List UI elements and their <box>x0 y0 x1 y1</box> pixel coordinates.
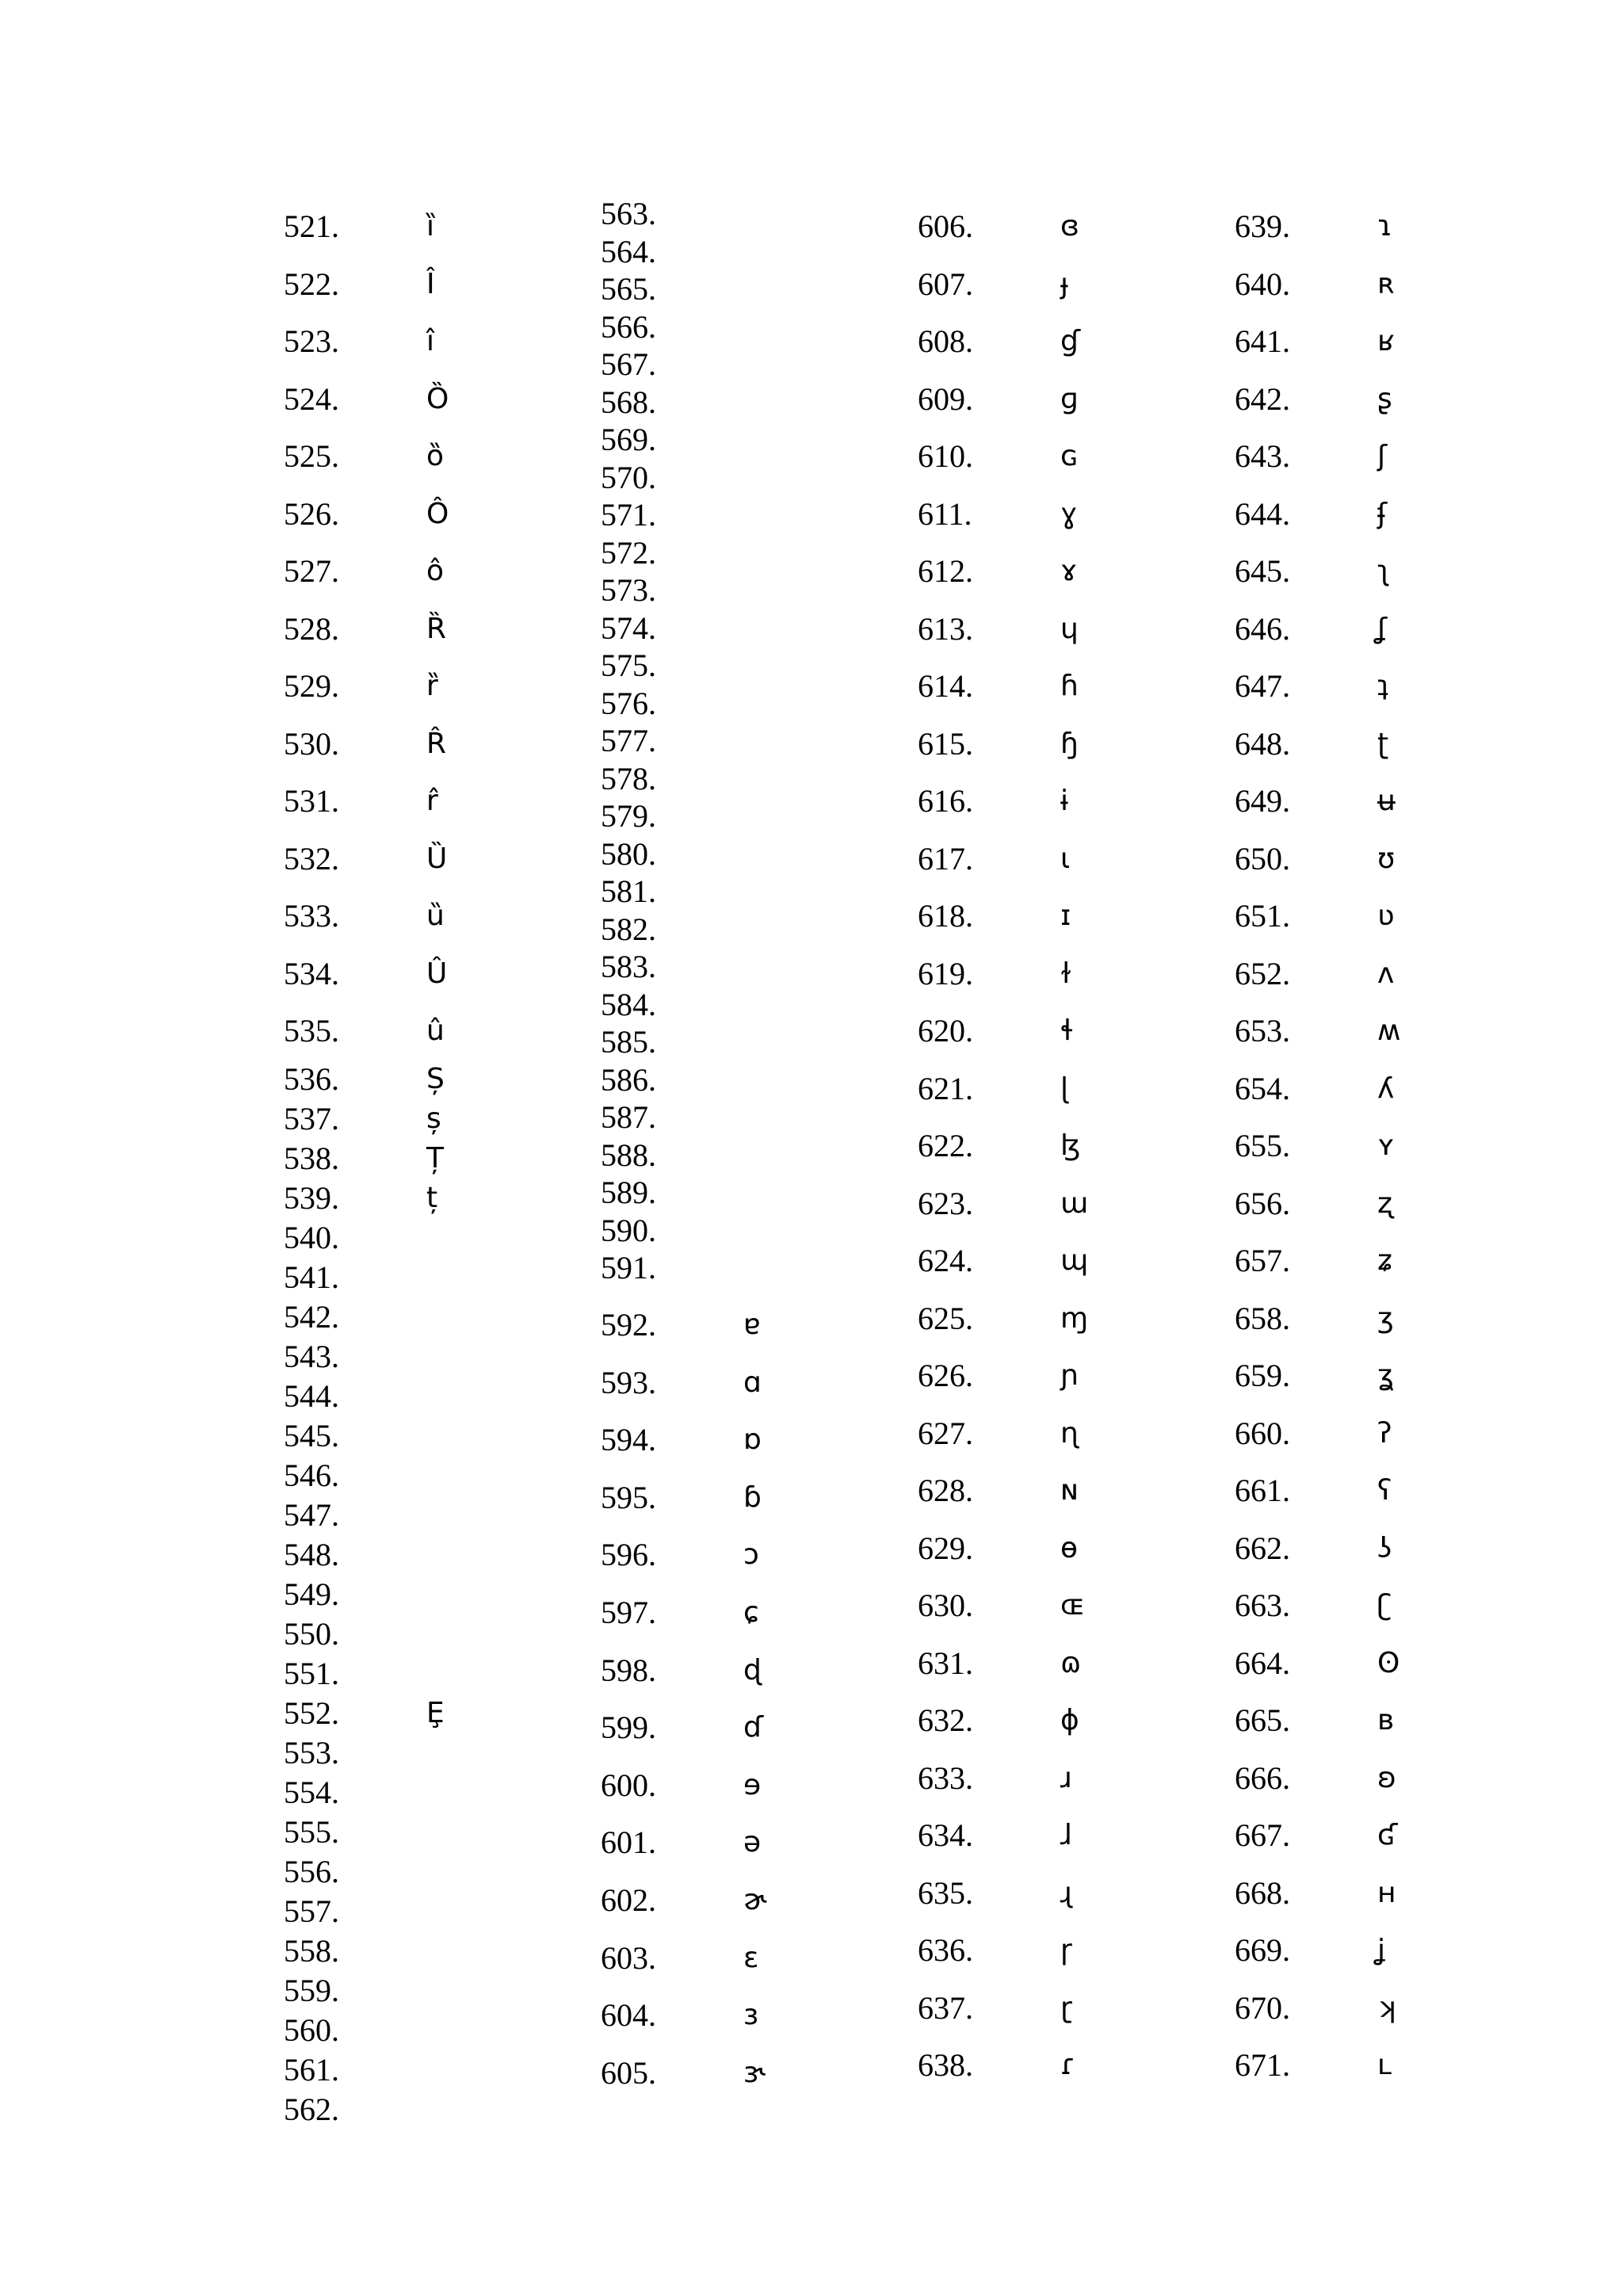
entry-glyph: ɡ <box>1060 382 1079 415</box>
entry-glyph: Ȩ <box>426 1697 445 1729</box>
entry-number: 597. <box>601 1595 656 1630</box>
entry-glyph: ʆ <box>1377 612 1388 645</box>
entry-glyph: ʟ <box>1377 2049 1392 2081</box>
entry-number: 545. <box>284 1418 339 1454</box>
entry-glyph: ɮ <box>1060 1129 1081 1162</box>
entry-glyph: ʍ <box>1377 1014 1401 1047</box>
entry-number: 529. <box>284 668 339 704</box>
entry-glyph: ɠ <box>1060 325 1081 357</box>
entry-glyph: ɒ <box>743 1423 762 1457</box>
entry-glyph: R̂ <box>426 727 447 760</box>
entry-number: 591. <box>601 1250 656 1286</box>
entry-glyph: ș <box>426 1102 441 1135</box>
entry-glyph: ʒ <box>1377 1301 1394 1335</box>
entry-number: 573. <box>601 572 656 608</box>
entry-number: 659. <box>1235 1358 1290 1393</box>
entry-glyph: ɑ <box>743 1366 762 1399</box>
entry-glyph: ȉ <box>426 210 435 243</box>
entry-glyph: ɢ <box>1060 440 1079 472</box>
entry-number: 661. <box>1235 1473 1290 1508</box>
entry-number: 628. <box>918 1473 973 1508</box>
entry-number: 640. <box>1235 266 1290 302</box>
entry-glyph: ʋ <box>1377 900 1395 932</box>
entry-glyph: ɚ <box>743 1884 767 1916</box>
entry-glyph: ʎ <box>1377 1072 1395 1105</box>
entry-number: 559. <box>284 1973 339 2008</box>
entry-number: 631. <box>918 1645 973 1681</box>
entry-number: 636. <box>918 1932 973 1968</box>
entry-number: 650. <box>1235 840 1290 877</box>
entry-number: 622. <box>918 1128 973 1163</box>
entry-glyph: ɩ <box>1060 842 1071 875</box>
entry-number: 606. <box>918 208 973 244</box>
entry-number: 649. <box>1235 783 1290 819</box>
entry-glyph: ɺ <box>1060 1819 1072 1851</box>
entry-number: 587. <box>601 1099 656 1135</box>
entry-glyph: ɸ <box>1060 1704 1079 1736</box>
entry-glyph: ɞ <box>1060 210 1079 243</box>
entry-glyph: ɴ <box>1060 1474 1079 1507</box>
entry-number: 533. <box>284 898 339 934</box>
entry-number: 567. <box>601 346 656 382</box>
entry-glyph: ʘ <box>1377 1646 1400 1679</box>
entry-number: 560. <box>284 2012 339 2048</box>
entry-number: 550. <box>284 1616 339 1652</box>
entry-number: 598. <box>601 1652 656 1688</box>
entry-number: 570. <box>601 459 656 495</box>
entry-number: 538. <box>284 1140 339 1176</box>
entry-glyph: ɕ <box>743 1596 759 1629</box>
entry-glyph: ɱ <box>1060 1301 1089 1335</box>
entry-number: 526. <box>284 495 339 532</box>
entry-number: 652. <box>1235 955 1290 991</box>
entry-glyph: ɨ <box>1060 785 1069 817</box>
entry-number: 577. <box>601 723 656 758</box>
entry-glyph: ʑ <box>1377 1244 1392 1277</box>
entry-glyph: ʀ <box>1377 267 1395 300</box>
entry-number: 646. <box>1235 610 1290 647</box>
entry-number: 575. <box>601 648 656 683</box>
entry-glyph: ɿ <box>1377 210 1393 243</box>
entry-glyph: ɓ <box>743 1480 762 1514</box>
entry-number: 572. <box>601 534 656 571</box>
entry-number: 524. <box>284 380 339 417</box>
entry-number: 638. <box>918 2047 973 2083</box>
entry-glyph: ʈ <box>1377 727 1389 760</box>
entry-glyph: ɦ <box>1060 670 1079 702</box>
entry-number: 655. <box>1235 1128 1290 1163</box>
entry-number: 596. <box>601 1537 656 1573</box>
entry-number: 541. <box>284 1259 339 1295</box>
entry-glyph: Ș <box>426 1063 445 1095</box>
entry-number: 608. <box>918 323 973 359</box>
entry-number: 625. <box>918 1300 973 1336</box>
entry-glyph: ȕ <box>426 900 445 932</box>
entry-number: 635. <box>918 1874 973 1911</box>
entry-number: 621. <box>918 1070 973 1106</box>
entry-number: 580. <box>601 835 656 872</box>
entry-number: 561. <box>284 2052 339 2088</box>
entry-number: 586. <box>601 1061 656 1098</box>
entry-number: 548. <box>284 1537 339 1572</box>
entry-number: 633. <box>918 1759 973 1796</box>
entry-number: 666. <box>1235 1759 1290 1796</box>
entry-glyph: ʅ <box>1377 555 1391 587</box>
entry-number: 590. <box>601 1212 656 1248</box>
entry-number: 558. <box>284 1933 339 1969</box>
entry-number: 670. <box>1235 1989 1290 2026</box>
entry-glyph: ɷ <box>1060 1646 1082 1679</box>
entry-glyph: Û <box>426 957 448 990</box>
entry-number: 604. <box>601 1997 656 2034</box>
entry-number: 630. <box>918 1587 973 1623</box>
entry-number: 522. <box>284 266 339 302</box>
entry-glyph: ə <box>743 1826 762 1859</box>
entry-number: 612. <box>918 553 973 589</box>
entry-glyph: ɧ <box>1060 727 1079 760</box>
entry-glyph: ȍ <box>426 440 445 472</box>
entry-number: 610. <box>918 438 973 474</box>
entry-number: 668. <box>1235 1874 1290 1911</box>
entry-glyph: ɵ <box>1060 1531 1079 1564</box>
entry-number: 536. <box>284 1061 339 1097</box>
entry-number: 562. <box>284 2092 339 2127</box>
entry-number: 555. <box>284 1814 339 1850</box>
entry-glyph: Ț <box>426 1142 444 1175</box>
entry-number: 565. <box>601 271 656 307</box>
entry-number: 657. <box>1235 1243 1290 1278</box>
entry-glyph: ɪ <box>1060 900 1071 932</box>
entry-number: 614. <box>918 668 973 704</box>
entry-number: 546. <box>284 1457 339 1493</box>
entry-number: 663. <box>1235 1587 1290 1623</box>
entry-glyph: ɻ <box>1060 1876 1072 1909</box>
entry-number: 658. <box>1235 1300 1290 1336</box>
entry-number: 637. <box>918 1989 973 2026</box>
entry-glyph: ɲ <box>1060 1359 1079 1392</box>
entry-number: 578. <box>601 760 656 797</box>
entry-number: 588. <box>601 1137 656 1173</box>
entry-glyph: ɰ <box>1060 1244 1089 1277</box>
entry-glyph: ɶ <box>1060 1589 1085 1622</box>
entry-glyph: ɖ <box>743 1653 762 1687</box>
entry-number: 623. <box>918 1185 973 1221</box>
entry-glyph: r̂ <box>426 785 438 817</box>
entry-number: 609. <box>918 380 973 417</box>
entry-glyph: ɤ <box>1060 555 1078 587</box>
entry-glyph: Ȍ <box>426 382 449 415</box>
entry-number: 544. <box>284 1378 339 1414</box>
entry-number: 552. <box>284 1695 339 1731</box>
entry-number: 584. <box>601 986 656 1022</box>
entry-glyph: ʚ <box>1377 1761 1396 1794</box>
entry-glyph: ô <box>426 555 445 587</box>
entry-number: 542. <box>284 1299 339 1335</box>
entry-number: 527. <box>284 553 339 589</box>
entry-number: 589. <box>601 1175 656 1210</box>
entry-glyph: û <box>426 1014 445 1047</box>
entry-number: 581. <box>601 873 656 909</box>
entry-number: 626. <box>918 1358 973 1393</box>
entry-glyph: ʓ <box>1377 1359 1394 1392</box>
entry-number: 551. <box>284 1656 339 1691</box>
entry-number: 547. <box>284 1497 339 1533</box>
entry-number: 619. <box>918 955 973 991</box>
entry-number: 600. <box>601 1767 656 1803</box>
entry-number: 664. <box>1235 1645 1290 1681</box>
entry-number: 576. <box>601 685 656 721</box>
entry-number: 599. <box>601 1710 656 1746</box>
entry-number: 616. <box>918 783 973 819</box>
entry-glyph: Ȑ <box>426 612 447 645</box>
entry-number: 543. <box>284 1339 339 1374</box>
entry-number: 643. <box>1235 438 1290 474</box>
entry-number: 525. <box>284 438 339 474</box>
entry-glyph: ɽ <box>1060 1991 1072 2024</box>
entry-glyph: î <box>426 325 435 357</box>
entry-glyph: ɳ <box>1060 1416 1079 1450</box>
entry-glyph: ʂ <box>1377 382 1392 415</box>
entry-number: 534. <box>284 955 339 991</box>
entry-glyph: ɣ <box>1060 497 1078 530</box>
entry-number: 601. <box>601 1824 656 1861</box>
entry-number: 569. <box>601 422 656 457</box>
entry-glyph: ʉ <box>1377 785 1396 817</box>
entry-number: 521. <box>284 208 339 244</box>
entry-number: 563. <box>601 196 656 231</box>
entry-number: 639. <box>1235 208 1290 244</box>
entry-glyph: Ô <box>426 497 449 530</box>
entry-number: 557. <box>284 1893 339 1929</box>
entry-number: 653. <box>1235 1013 1290 1049</box>
entry-glyph: ʏ <box>1377 1129 1395 1162</box>
entry-number: 603. <box>601 1939 656 1976</box>
entry-glyph: ɜ <box>743 1999 759 2032</box>
entry-number: 535. <box>284 1013 339 1049</box>
entry-number: 647. <box>1235 668 1290 704</box>
entry-number: 641. <box>1235 323 1290 359</box>
entry-number: 632. <box>918 1702 973 1738</box>
entry-glyph: ʁ <box>1377 325 1395 357</box>
entry-glyph: ʌ <box>1377 957 1395 990</box>
entry-number: 556. <box>284 1854 339 1889</box>
entry-number: 592. <box>601 1307 656 1343</box>
entry-number: 566. <box>601 308 656 345</box>
entry-number: 644. <box>1235 495 1290 532</box>
entry-number: 523. <box>284 323 339 359</box>
entry-glyph: ɬ <box>1060 1014 1075 1047</box>
entry-glyph: ʊ <box>1377 842 1396 875</box>
entry-number: 549. <box>284 1576 339 1612</box>
entry-glyph: ʐ <box>1377 1186 1392 1220</box>
entry-number: 671. <box>1235 2047 1290 2083</box>
entry-number: 528. <box>284 610 339 647</box>
entry-number: 594. <box>601 1422 656 1458</box>
entry-number: 539. <box>284 1180 339 1216</box>
entry-glyph: ɛ <box>743 1941 759 1974</box>
entry-glyph: ɘ <box>743 1768 762 1801</box>
entry-glyph: ʛ <box>1377 1819 1398 1851</box>
entry-number: 648. <box>1235 725 1290 762</box>
entry-number: 611. <box>918 495 972 532</box>
entry-glyph: ɯ <box>1060 1186 1089 1220</box>
entry-number: 540. <box>284 1220 339 1255</box>
entry-number: 585. <box>601 1024 656 1060</box>
entry-number: 620. <box>918 1013 973 1049</box>
entry-number: 613. <box>918 610 973 647</box>
entry-number: 627. <box>918 1415 973 1451</box>
entry-number: 651. <box>1235 898 1290 934</box>
entry-number: 624. <box>918 1243 973 1278</box>
entry-glyph: ɫ <box>1060 957 1072 990</box>
entry-number: 607. <box>918 266 973 302</box>
entry-glyph: ɹ <box>1060 1761 1072 1794</box>
entry-number: 564. <box>601 233 656 269</box>
entry-glyph: ɭ <box>1060 1072 1069 1105</box>
entry-glyph: ʞ <box>1377 1991 1397 2024</box>
entry-number: 656. <box>1235 1185 1290 1221</box>
entry-glyph: ʃ <box>1377 440 1388 472</box>
entry-number: 579. <box>601 798 656 834</box>
entry-number: 554. <box>284 1775 339 1810</box>
entry-glyph: ɼ <box>1060 1934 1072 1966</box>
entry-number: 602. <box>601 1882 656 1918</box>
entry-number: 665. <box>1235 1702 1290 1738</box>
entry-number: 574. <box>601 609 656 646</box>
entry-number: 660. <box>1235 1415 1290 1451</box>
entry-number: 667. <box>1235 1817 1290 1853</box>
entry-number: 553. <box>284 1735 339 1771</box>
entry-glyph: ʝ <box>1377 1934 1386 1966</box>
entry-number: 642. <box>1235 380 1290 417</box>
entry-number: 583. <box>601 949 656 984</box>
entry-glyph: ʇ <box>1377 670 1389 702</box>
entry-number: 654. <box>1235 1070 1290 1106</box>
entry-glyph: Ȕ <box>426 842 448 875</box>
entry-number: 618. <box>918 898 973 934</box>
entry-number: 582. <box>601 911 656 947</box>
entry-glyph: ɔ <box>743 1538 759 1572</box>
entry-number: 615. <box>918 725 973 762</box>
entry-number: 537. <box>284 1101 339 1137</box>
entry-number: 571. <box>601 497 656 533</box>
entry-glyph: ɥ <box>1060 612 1079 645</box>
entry-number: 593. <box>601 1364 656 1400</box>
entry-glyph: ʙ <box>1377 1704 1394 1736</box>
entry-glyph: ȑ <box>426 670 438 702</box>
entry-number: 645. <box>1235 553 1290 589</box>
entry-glyph: ʜ <box>1377 1876 1396 1909</box>
entry-number: 595. <box>601 1479 656 1515</box>
entry-number: 568. <box>601 384 656 420</box>
entry-glyph: ʗ <box>1377 1589 1392 1622</box>
entry-number: 662. <box>1235 1530 1290 1566</box>
entry-glyph: ɟ <box>1060 267 1069 300</box>
entry-glyph: ʄ <box>1377 497 1388 530</box>
entry-number: 531. <box>284 783 339 819</box>
entry-glyph: ʖ <box>1377 1531 1392 1564</box>
entry-number: 532. <box>284 840 339 877</box>
entry-glyph: ɝ <box>743 2056 766 2089</box>
entry-glyph: Î <box>426 267 435 300</box>
entry-number: 629. <box>918 1530 973 1566</box>
entry-glyph: ɾ <box>1060 2049 1076 2081</box>
entry-number: 669. <box>1235 1932 1290 1968</box>
entry-glyph: ɗ <box>743 1711 764 1744</box>
entry-glyph: ɐ <box>743 1308 761 1341</box>
entry-glyph: ʕ <box>1377 1474 1392 1507</box>
entry-glyph: ț <box>426 1182 438 1214</box>
entry-glyph: ʔ <box>1377 1416 1392 1450</box>
entry-number: 634. <box>918 1817 973 1853</box>
entry-number: 530. <box>284 725 339 762</box>
entry-number: 605. <box>601 2054 656 2091</box>
entry-number: 617. <box>918 840 973 877</box>
